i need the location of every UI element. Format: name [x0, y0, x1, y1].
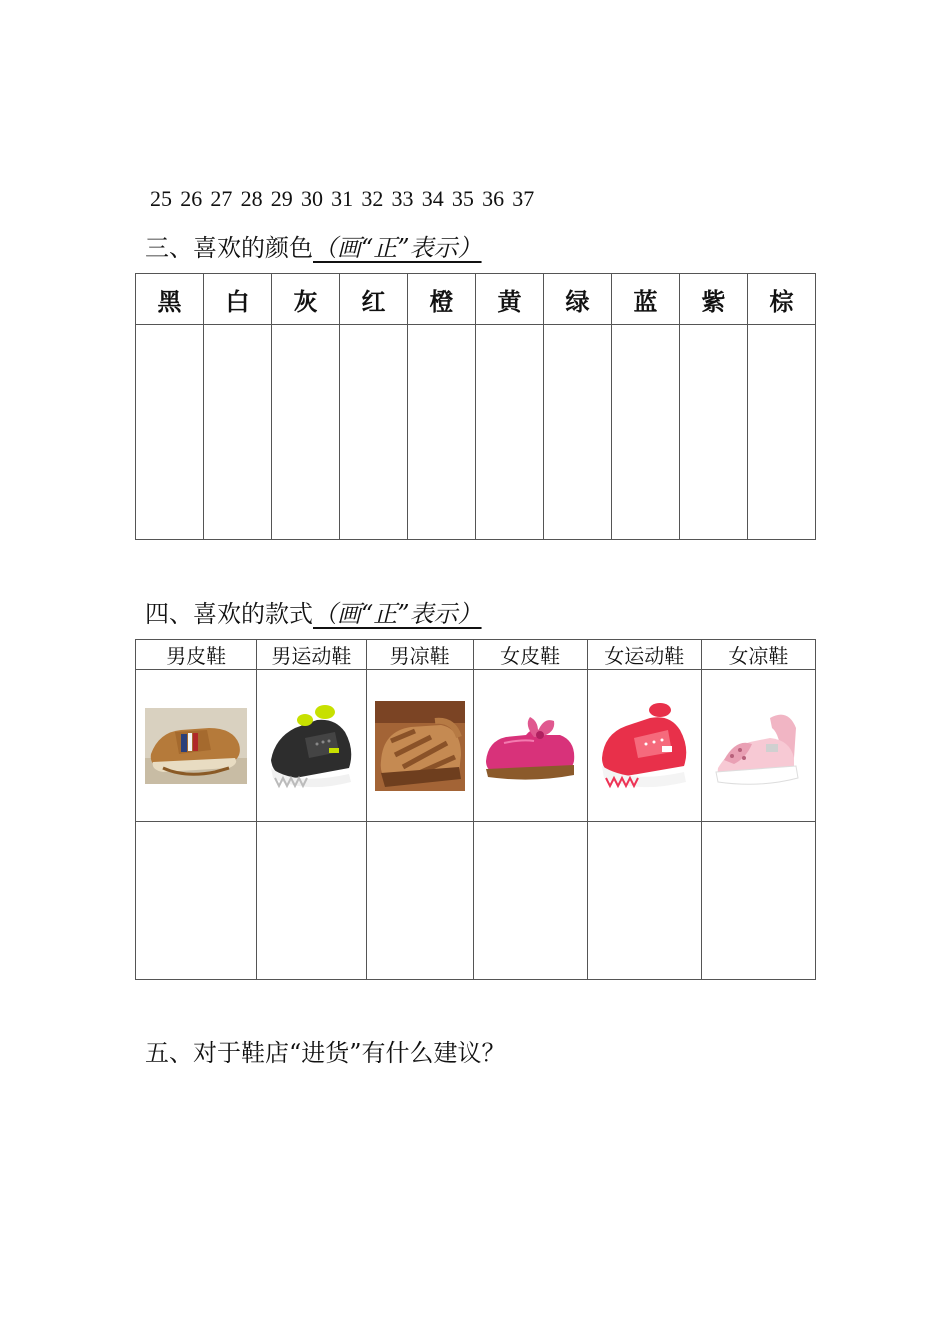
tally-cell[interactable] — [272, 325, 340, 540]
color-header-cell: 橙 — [408, 274, 476, 325]
tally-cell[interactable] — [587, 822, 701, 980]
size-option: 27 — [210, 186, 233, 211]
tally-cell[interactable] — [612, 325, 680, 540]
section-3-title: 三、喜欢的颜色 — [145, 234, 313, 262]
girls-sandal-photo — [710, 698, 806, 794]
section-4-heading — [145, 599, 482, 629]
style-header-cell: 女运动鞋 — [587, 640, 701, 670]
section-4-title: 四、喜欢的款式 — [145, 600, 313, 628]
section-5-question: 五、对于鞋店“进货”有什么建议？ — [145, 1039, 506, 1067]
color-header-cell: 棕 — [748, 274, 816, 325]
style-image-cell — [701, 670, 815, 822]
tally-cell[interactable] — [204, 325, 272, 540]
style-image-cell — [473, 670, 587, 822]
tally-cell[interactable] — [473, 822, 587, 980]
color-header-cell: 蓝 — [612, 274, 680, 325]
tally-cell[interactable] — [340, 325, 408, 540]
size-option: 37 — [512, 186, 535, 211]
section-3-note: （画“正”表示） — [313, 234, 482, 262]
size-option: 28 — [240, 186, 263, 211]
shoe-size-row — [150, 186, 542, 212]
tally-cell[interactable] — [680, 325, 748, 540]
color-header-cell: 灰 — [272, 274, 340, 325]
tally-cell[interactable] — [748, 325, 816, 540]
style-header-cell: 男运动鞋 — [257, 640, 366, 670]
section-4-note: （画“正”表示） — [313, 600, 482, 628]
girls-sneaker-photo — [596, 698, 692, 794]
color-header-cell: 黑 — [136, 274, 204, 325]
tally-cell[interactable] — [476, 325, 544, 540]
size-option: 30 — [300, 186, 323, 211]
tally-cell[interactable] — [136, 325, 204, 540]
girls-leather-shoe-photo — [482, 705, 578, 787]
style-header-cell: 男皮鞋 — [136, 640, 257, 670]
size-option: 35 — [451, 186, 474, 211]
size-option: 25 — [150, 186, 172, 211]
size-option: 26 — [180, 186, 203, 211]
tally-cell[interactable] — [701, 822, 815, 980]
color-header-cell: 白 — [204, 274, 272, 325]
size-option: 34 — [421, 186, 444, 211]
size-option: 33 — [391, 186, 414, 211]
boys-leather-shoe-photo — [145, 708, 247, 784]
boys-sneaker-photo — [265, 698, 357, 794]
color-header-cell: 绿 — [544, 274, 612, 325]
color-header-cell: 红 — [340, 274, 408, 325]
tally-cell[interactable] — [257, 822, 366, 980]
color-header-cell: 紫 — [680, 274, 748, 325]
color-header-cell: 黄 — [476, 274, 544, 325]
size-option: 29 — [270, 186, 293, 211]
style-header-cell: 女皮鞋 — [473, 640, 587, 670]
style-image-cell — [366, 670, 473, 822]
tally-cell[interactable] — [136, 822, 257, 980]
size-option: 36 — [482, 186, 505, 211]
style-tally-table — [135, 639, 816, 980]
style-image-cell — [587, 670, 701, 822]
style-image-cell — [257, 670, 366, 822]
tally-cell[interactable] — [408, 325, 476, 540]
style-image-cell — [136, 670, 257, 822]
section-3-heading — [145, 233, 482, 263]
color-tally-table — [135, 273, 816, 540]
tally-cell[interactable] — [366, 822, 473, 980]
size-option: 31 — [331, 186, 354, 211]
size-option: 32 — [361, 186, 384, 211]
style-header-cell: 女凉鞋 — [701, 640, 815, 670]
boys-sandal-photo — [375, 701, 465, 791]
tally-cell[interactable] — [544, 325, 612, 540]
style-header-cell: 男凉鞋 — [366, 640, 473, 670]
